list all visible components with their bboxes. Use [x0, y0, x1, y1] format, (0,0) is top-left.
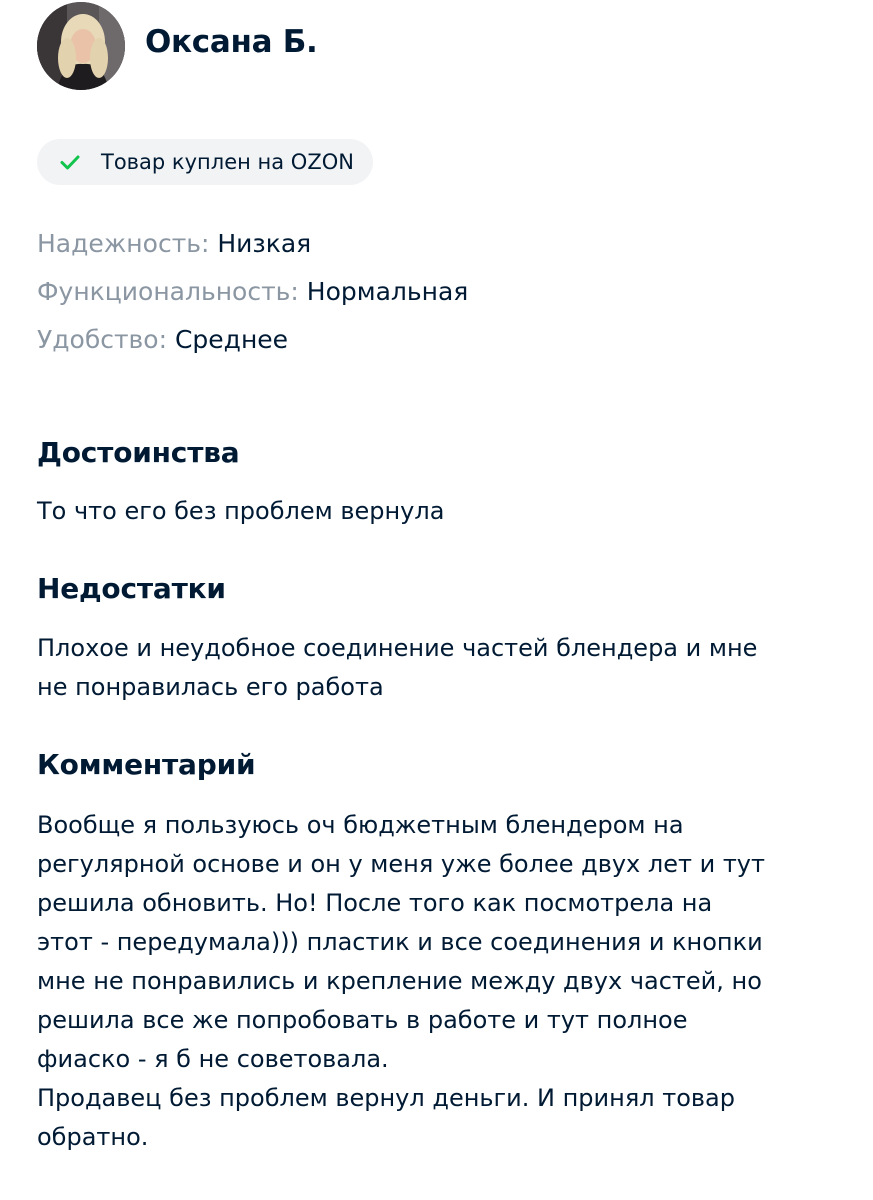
pros-text: То что его без проблем вернула — [37, 497, 445, 525]
verified-purchase-badge — [37, 139, 373, 185]
checkmark-icon — [59, 151, 81, 173]
rating-value: Среднее — [174, 325, 289, 354]
rating-value: Нормальная — [306, 277, 469, 306]
comment-title: Комментарий — [37, 748, 256, 781]
rating-label: Функциональность: — [37, 277, 299, 306]
pros-section — [37, 433, 847, 531]
cons-section — [37, 569, 847, 707]
badge-text: Товар куплен на OZON — [101, 150, 354, 174]
rating-reliability — [37, 220, 468, 268]
rating-value: Низкая — [217, 229, 312, 258]
rating-label: Надежность: — [37, 229, 210, 258]
pros-title: Достоинства — [37, 436, 240, 469]
avatar-photo — [37, 2, 125, 90]
review-author — [37, 2, 318, 90]
avatar[interactable] — [37, 2, 125, 90]
rating-label: Удобство: — [37, 325, 167, 354]
rating-functionality — [37, 268, 468, 316]
ratings-list — [37, 220, 468, 364]
cons-text: Плохое и неудобное соединение частей блендера и мне не понравилась его работа — [37, 634, 758, 701]
comment-section — [37, 745, 847, 1157]
comment-text: Вообще я пользуюсь оч бюджетным блендером на регулярной основе и он у меня уже более двух лет и тут решила обновить. Но! После того как посмотрела на этот - передумала))) пластик и все соединения и кнопки мне не понравились и крепление между двух частей, но решила все же попробовать в работе и тут полное фиаско - я б не советовала. Продавец без проблем вернул деньги. И принял товар обратно. — [37, 811, 765, 1151]
cons-title: Недостатки — [37, 572, 226, 605]
author-name: Оксана Б. — [145, 24, 318, 60]
rating-convenience — [37, 316, 468, 364]
